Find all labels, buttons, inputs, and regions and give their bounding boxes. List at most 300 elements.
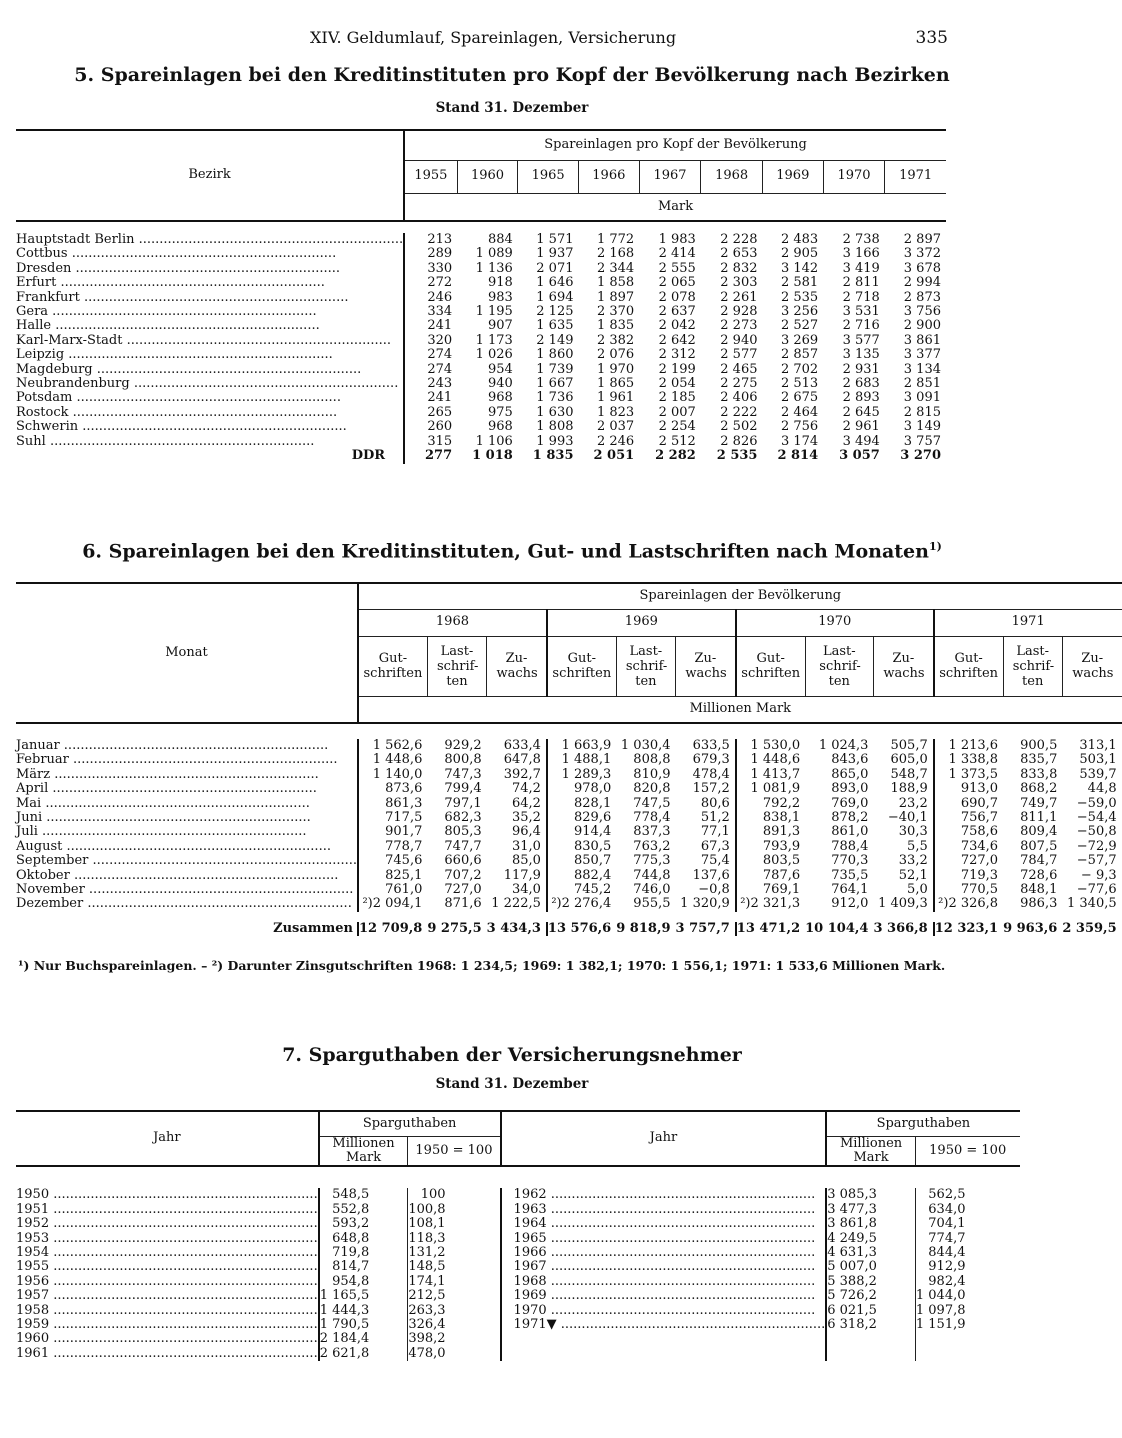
year-label: 1967 .....: [501, 1260, 827, 1274]
table-cell: 778,7: [358, 840, 427, 854]
district-name: Dresden .....: [16, 262, 404, 276]
spacer-cell: [16, 723, 1122, 739]
table-cell: 1 858: [596, 275, 635, 291]
table-cell: − 9,3: [1080, 867, 1117, 883]
table-cell: 901,7: [358, 825, 427, 839]
table-cell: 398,2: [408, 1332, 501, 1346]
table-cell: 137,6: [692, 867, 730, 883]
table6-footnote: ¹) Nur Buchspareinlagen. – ²) Darunter Zinsgutschriften 1968: 1 234,5; 1969: 1 382,1; 1970: 1 556,1; 1971: 1 533,6 Millionen Mark.: [18, 958, 946, 973]
table-cell: 830,5: [547, 840, 616, 854]
table-cell: 747,5: [633, 795, 671, 811]
table-cell: 805,3: [444, 824, 482, 840]
table5-subtitle: Stand 31. Dezember: [435, 100, 589, 116]
table-cell: 3 377: [903, 347, 941, 363]
table-cell: 1 897: [596, 289, 635, 305]
table-cell: 2 464: [780, 404, 819, 420]
district-name: Gera .....: [16, 305, 404, 319]
table-cell: 1 630: [536, 404, 574, 420]
table5-year-header: 1969: [762, 160, 823, 193]
table-cell: 593,2: [319, 1217, 408, 1231]
month-name: Januar .....: [16, 739, 358, 753]
table-cell: 188,9: [890, 781, 928, 797]
total-cell: 12 323,1: [934, 922, 1003, 936]
district-name: Erfurt .....: [16, 276, 404, 290]
table-cell: −0,8: [698, 882, 730, 898]
table-cell: 871,6: [444, 896, 482, 912]
month-name: Juni .....: [16, 811, 358, 825]
table-cell: 241: [404, 319, 457, 333]
table-cell: 1 562,6: [358, 739, 427, 753]
table6-sub-header: Last- schrif- ten: [616, 636, 675, 696]
year-label: 1963 .....: [501, 1203, 827, 1217]
table6-sub-header: Gut- schriften: [358, 636, 427, 696]
table-row: [16, 1246, 1020, 1260]
table-cell: 719,8: [319, 1246, 408, 1260]
table-cell: 1 151,9: [915, 1318, 1019, 1332]
table6-year-header: 1971: [934, 609, 1122, 636]
table-cell: 212,5: [408, 1289, 501, 1303]
table-cell: 392,7: [503, 766, 541, 782]
table-row: [16, 1318, 1020, 1332]
table6-sub-header: Gut- schriften: [736, 636, 805, 696]
table-cell: 978,0: [547, 782, 616, 796]
table-row: [16, 1188, 1020, 1202]
table5-row-header: Bezirk: [16, 130, 404, 221]
table7-col-mio-left: Millionen Mark: [319, 1136, 408, 1166]
table5-year-header: 1971: [885, 160, 946, 193]
month-name: Oktober .....: [16, 869, 358, 883]
table-cell: 633,5: [692, 738, 730, 753]
table-cell: 1 409,3: [878, 896, 928, 912]
table7-row-header-left: Jahr: [16, 1111, 319, 1166]
table-cell: 2 042: [658, 318, 696, 334]
table-row: [16, 1232, 1020, 1246]
table-cell: 5 388,2: [826, 1275, 915, 1289]
table-cell: 1 448,6: [358, 753, 427, 767]
table-row: [16, 840, 1122, 854]
table-row: [16, 897, 1122, 911]
table-cell: 3 091: [903, 390, 941, 406]
table-cell: 1 635: [536, 318, 574, 334]
table5-year-header: 1968: [701, 160, 763, 193]
district-name: Hauptstadt Berlin .....: [16, 233, 404, 247]
table-cell: 4 249,5: [826, 1232, 915, 1246]
table-cell: 2 873: [903, 289, 941, 305]
table-cell: ²)2 276,4: [547, 897, 616, 911]
table-cell: 704,1: [915, 1217, 1019, 1231]
table5-year-header: 1955: [404, 160, 457, 193]
table-cell: 1 646: [536, 275, 574, 291]
table-cell: 825,1: [358, 869, 427, 883]
table-cell: 1 030,4: [620, 738, 671, 753]
table-cell: 820,8: [633, 781, 671, 797]
total-cell: 1 835: [532, 448, 574, 464]
table-cell: 810,9: [633, 766, 671, 782]
table-cell: 843,6: [831, 752, 869, 768]
table-cell: 1 320,9: [680, 896, 730, 912]
table-row: [16, 348, 946, 362]
table-cell: 1 136: [475, 260, 513, 276]
table-cell: 1 373,5: [934, 768, 1003, 782]
table-cell: 884: [488, 232, 513, 247]
month-name: April .....: [16, 782, 358, 796]
table-cell: 2 653: [720, 246, 758, 262]
table-cell: 913,0: [934, 782, 1003, 796]
table-cell: 117,9: [503, 867, 541, 883]
year-label: 1958 .....: [16, 1304, 319, 1318]
table-cell: 96,4: [511, 824, 541, 840]
table-cell: 274: [404, 363, 457, 377]
table-cell: ²)2 321,3: [736, 897, 805, 911]
total-cell: 2 535: [716, 448, 758, 464]
table-cell: 2 905: [780, 246, 819, 262]
table-cell: 833,8: [1020, 766, 1058, 782]
table-cell: 1 173: [475, 332, 513, 348]
table-cell: 1 694: [536, 289, 574, 305]
table6-sub-header: Gut- schriften: [934, 636, 1003, 696]
table-cell: 100,8: [408, 1203, 501, 1217]
table-cell: 74,2: [511, 781, 541, 797]
table-cell: 1 195: [475, 304, 513, 320]
table-cell: 808,8: [633, 752, 671, 768]
table-row: [16, 247, 946, 261]
table-cell: 3 757: [903, 433, 941, 449]
table-cell: 1 790,5: [319, 1318, 408, 1332]
table-cell: 2 370: [596, 304, 635, 320]
table-cell: 848,1: [1020, 882, 1058, 898]
table-cell: 2 261: [720, 289, 758, 305]
table-cell: [915, 1332, 1019, 1346]
table-cell: 2 716: [842, 318, 880, 334]
table-cell: 745,2: [547, 883, 616, 897]
table-cell: 2 756: [780, 419, 819, 435]
table-cell: 761,0: [358, 883, 427, 897]
table-cell: 2 246: [596, 433, 635, 449]
table-row: [16, 233, 946, 247]
section-title: XIV. Geldumlauf, Spareinlagen, Versicherung: [310, 28, 677, 47]
table-cell: 2 718: [842, 289, 880, 305]
spacer-cell: [16, 1166, 1020, 1188]
table-cell: 975: [488, 404, 513, 420]
table-row: [16, 406, 946, 420]
table-row: [16, 869, 1122, 883]
table-row: [16, 435, 946, 449]
table-cell: 505,7: [890, 738, 928, 753]
table-cell: 2 900: [903, 318, 941, 334]
table-cell: 1 213,6: [934, 739, 1003, 753]
table-cell: 2 312: [658, 347, 696, 363]
table-cell: 968: [488, 419, 513, 435]
table-row: [16, 782, 1122, 796]
table-cell: 3 135: [842, 347, 880, 363]
table-cell: 797,1: [444, 795, 482, 811]
table-cell: 1 081,9: [736, 782, 805, 796]
total-cell: 10 104,4: [805, 920, 869, 936]
table-cell: 829,6: [547, 811, 616, 825]
table-cell: 690,7: [934, 797, 1003, 811]
table7-row-header-right: Jahr: [501, 1111, 827, 1166]
total-cell: 9 818,9: [616, 920, 671, 936]
table-cell: −40,1: [887, 810, 928, 826]
table-cell: 633,4: [503, 738, 541, 753]
table-cell: 982,4: [915, 1275, 1019, 1289]
table-cell: 157,2: [692, 781, 730, 797]
total-cell: 3 434,3: [486, 920, 541, 936]
table-cell: 769,0: [831, 795, 869, 811]
table-cell: 2 054: [658, 376, 696, 392]
table-cell: 1 937: [536, 246, 574, 262]
year-label: 1966 .....: [501, 1246, 827, 1260]
table-cell: 2 581: [780, 275, 819, 291]
table-cell: 747,3: [444, 766, 482, 782]
table-cell: 80,6: [700, 795, 730, 811]
total-cell: 9 963,6: [1003, 920, 1058, 936]
table-cell: 3 166: [842, 246, 880, 262]
table-cell: 77,1: [700, 824, 730, 840]
table-row: [16, 854, 1122, 868]
table-cell: 1 993: [536, 433, 574, 449]
table-cell: 2 502: [720, 419, 758, 435]
table-cell: 3 477,3: [826, 1203, 915, 1217]
table6: [16, 582, 1122, 936]
table-cell: −59,0: [1076, 795, 1117, 811]
table-cell: ²)2 326,8: [934, 897, 1003, 911]
table-cell: 1 970: [596, 361, 635, 377]
table-row: [16, 291, 946, 305]
table-cell: 878,2: [831, 810, 869, 826]
table-cell: 734,6: [934, 840, 1003, 854]
table-cell: 6 021,5: [826, 1304, 915, 1318]
month-name: Februar .....: [16, 753, 358, 767]
table-cell: 51,2: [700, 810, 730, 826]
table-row: [16, 825, 1122, 839]
table-cell: 1 739: [536, 361, 574, 377]
table-cell: 2 621,8: [319, 1347, 408, 1361]
table-cell: 2 465: [720, 361, 758, 377]
table5-unit: Mark: [404, 193, 946, 221]
year-label: 1960 .....: [16, 1332, 319, 1346]
total-cell: 2 051: [593, 448, 635, 464]
year-label: 1957 .....: [16, 1289, 319, 1303]
table7-col-index-left: 1950 = 100: [408, 1136, 501, 1166]
table-cell: 968: [488, 390, 513, 406]
table-cell: 719,3: [934, 869, 1003, 883]
table-cell: ²)2 094,1: [358, 897, 427, 911]
table7-col-index-right: 1950 = 100: [915, 1136, 1019, 1166]
total-label: DDR: [351, 448, 386, 464]
table-cell: 775,3: [633, 853, 671, 869]
table-cell: 315: [404, 435, 457, 449]
table-cell: 313,1: [1079, 738, 1117, 753]
table-cell: 891,3: [736, 825, 805, 839]
table-cell: 3 531: [842, 304, 880, 320]
table-cell: 814,7: [319, 1260, 408, 1274]
table-cell: 1 667: [536, 376, 574, 392]
table-cell: 6 318,2: [826, 1318, 915, 1332]
table-cell: 2 149: [536, 332, 574, 348]
table-cell: 756,7: [934, 811, 1003, 825]
table-cell: 2 275: [720, 376, 758, 392]
table-cell: 213: [404, 233, 457, 247]
district-name: Potsdam .....: [16, 391, 404, 405]
table-cell: 75,4: [700, 853, 730, 869]
table-cell: 3 142: [780, 260, 819, 276]
table5-year-header: 1967: [639, 160, 701, 193]
table6-sub-header: Gut- schriften: [547, 636, 616, 696]
table-cell: 954: [488, 361, 513, 377]
table-cell: 3 577: [842, 332, 880, 348]
table-cell: 747,7: [444, 838, 482, 854]
table-cell: 2 512: [658, 433, 696, 449]
table-cell: 1 448,6: [736, 753, 805, 767]
table6-sub-header: Zu- wachs: [676, 636, 736, 696]
table-row: [16, 811, 1122, 825]
table-cell: 1 772: [596, 232, 635, 247]
page-number: 335: [915, 28, 948, 48]
table-cell: 2 738: [842, 232, 880, 247]
year-label: 1961 .....: [16, 1347, 319, 1361]
year-label: 1956 .....: [16, 1275, 319, 1289]
table5-year-header: 1966: [579, 160, 640, 193]
table-cell: 770,5: [934, 883, 1003, 897]
total-label: Zusammen: [273, 920, 354, 936]
district-name: Magdeburg .....: [16, 363, 404, 377]
total-cell: 2 359,5: [1062, 920, 1117, 936]
table-cell: 893,0: [831, 781, 869, 797]
table-cell: 803,5: [736, 854, 805, 868]
table-cell: −72,9: [1076, 838, 1117, 854]
table-cell: 3 269: [780, 332, 819, 348]
table-row: [16, 334, 946, 348]
table-cell: 1 865: [596, 376, 635, 392]
year-label: 1954 .....: [16, 1246, 319, 1260]
table-cell: 2 642: [658, 332, 696, 348]
table-cell: 1 571: [536, 232, 574, 247]
month-name: August .....: [16, 840, 358, 854]
table7: [16, 1110, 1020, 1361]
table-cell: 2 832: [720, 260, 758, 276]
table-cell: 907: [488, 318, 513, 334]
table-cell: 334: [404, 305, 457, 319]
table-cell: 1 736: [536, 390, 574, 406]
table-cell: 174,1: [408, 1275, 501, 1289]
table7-col-group-right: Sparguthaben: [826, 1111, 1019, 1136]
table-cell: 1 823: [596, 404, 635, 420]
table-cell: 1 413,7: [736, 768, 805, 782]
year-label: 1955 .....: [16, 1260, 319, 1274]
table6-sub-header: Zu- wachs: [487, 636, 547, 696]
table-cell: 548,5: [319, 1188, 408, 1202]
table-row: [16, 420, 946, 434]
table5: [16, 129, 946, 464]
year-label: [501, 1332, 827, 1346]
table-row: [16, 363, 946, 377]
table-cell: 1 835: [596, 318, 635, 334]
table-cell: 4 631,3: [826, 1246, 915, 1260]
district-name: Rostock .....: [16, 406, 404, 420]
table-row: [16, 1347, 1020, 1361]
table-cell: 682,3: [444, 810, 482, 826]
table-cell: 746,0: [633, 882, 671, 898]
table-cell: 2 683: [842, 376, 880, 392]
total-cell: 3 270: [900, 448, 941, 464]
table-row: [16, 391, 946, 405]
table-cell: 2 168: [596, 246, 635, 262]
total-cell: 1 018: [472, 448, 513, 464]
table-cell: 548,7: [890, 766, 928, 782]
table-cell: 2 076: [596, 347, 635, 363]
total-cell: 2 282: [655, 448, 696, 464]
table-cell: 861,0: [831, 824, 869, 840]
table-row: [16, 1275, 1020, 1289]
month-name: März .....: [16, 768, 358, 782]
table-cell: 2 382: [596, 332, 635, 348]
table-cell: 1 530,0: [736, 739, 805, 753]
table-cell: 31,0: [511, 838, 541, 854]
table-cell: 799,4: [444, 781, 482, 797]
table-cell: 5 007,0: [826, 1260, 915, 1274]
table-cell: 148,5: [408, 1260, 501, 1274]
table-cell: 2 078: [658, 289, 696, 305]
table-cell: 1 289,3: [547, 768, 616, 782]
table5-year-header: 1970: [823, 160, 885, 193]
table-cell: 1 026: [475, 347, 513, 363]
table6-year-header: 1968: [358, 609, 547, 636]
year-label: 1951 .....: [16, 1203, 319, 1217]
total-cell: 3 366,8: [873, 920, 928, 936]
table-cell: 3 861: [903, 332, 941, 348]
table-cell: 769,1: [736, 883, 805, 897]
table-cell: 811,1: [1020, 810, 1058, 826]
table-cell: 265: [404, 406, 457, 420]
total-cell: 12 709,8: [358, 922, 427, 936]
table-cell: 3 174: [780, 433, 819, 449]
table5-title: 5. Spareinlagen bei den Kreditinstituten pro Kopf der Bevölkerung nach Bezirken: [74, 64, 950, 86]
table-cell: 914,4: [547, 825, 616, 839]
table-cell: 2 344: [596, 260, 635, 276]
table-cell: 2 555: [658, 260, 696, 276]
year-label: 1970 .....: [501, 1304, 827, 1318]
table-cell: 1 663,9: [547, 739, 616, 753]
table-row: [16, 305, 946, 319]
table-cell: [826, 1347, 915, 1361]
table-cell: 745,6: [358, 854, 427, 868]
table-cell: 3 256: [780, 304, 819, 320]
table-cell: 983: [488, 289, 513, 305]
table-cell: 552,8: [319, 1203, 408, 1217]
table6-year-header: 1969: [547, 609, 736, 636]
table5-col-group: Spareinlagen pro Kopf der Bevölkerung: [404, 130, 946, 160]
table-cell: 2 184,4: [319, 1332, 408, 1346]
table-cell: 478,0: [408, 1347, 501, 1361]
table-cell: 503,1: [1079, 752, 1117, 768]
table-cell: 1 089: [475, 246, 513, 262]
table-cell: 912,9: [915, 1260, 1019, 1274]
table-cell: 778,4: [633, 810, 671, 826]
table-cell: 727,0: [444, 882, 482, 898]
table-cell: 850,7: [547, 854, 616, 868]
table-cell: 3 756: [903, 304, 941, 320]
table-cell: 272: [404, 276, 457, 290]
table-cell: 2 303: [720, 275, 758, 291]
table-cell: 118,3: [408, 1232, 501, 1246]
year-label: 1962 .....: [501, 1188, 827, 1202]
table6-unit: Millionen Mark: [358, 696, 1122, 723]
table-cell: 5,5: [907, 838, 928, 854]
table-row: [16, 753, 1122, 767]
table-cell: 108,1: [408, 1217, 501, 1231]
table-cell: 2 007: [658, 404, 696, 420]
